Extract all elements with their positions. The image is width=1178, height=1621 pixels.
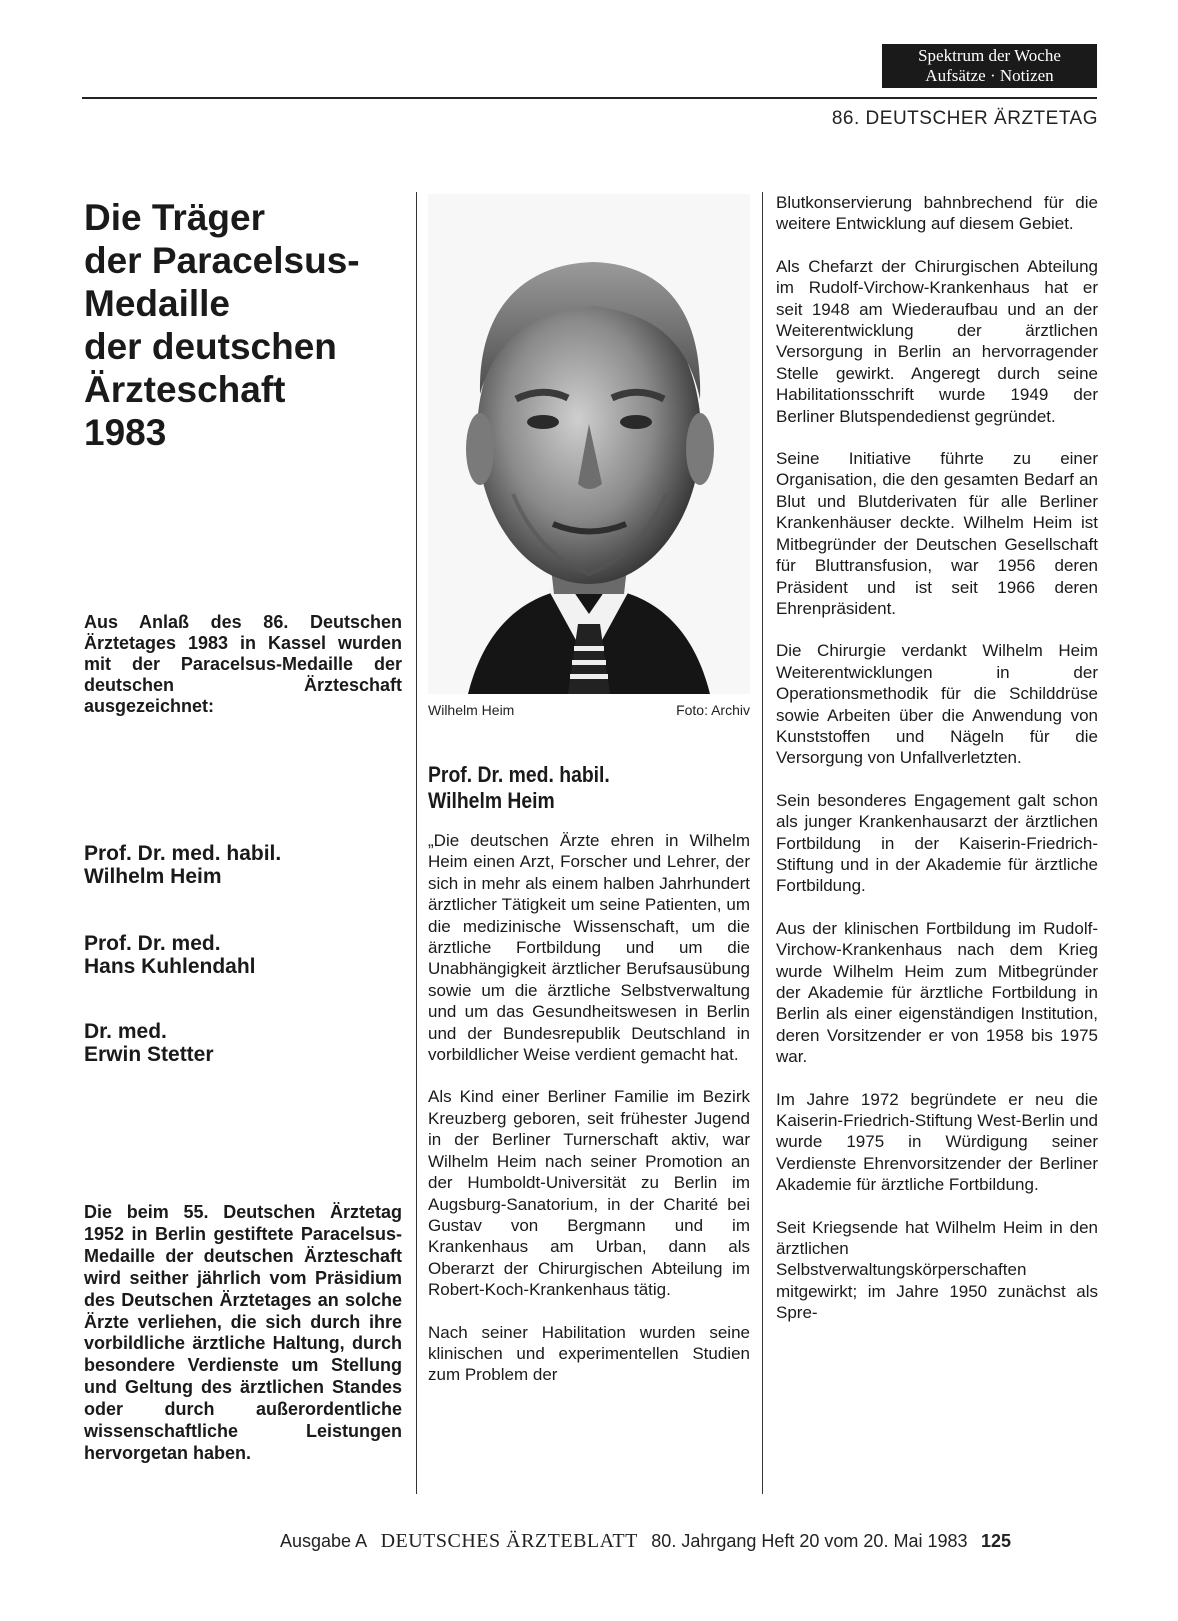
footer-journal: DEUTSCHES ÄRZTEBLATT bbox=[380, 1530, 638, 1552]
article-paragraph: Blutkonservierung bahnbrechend für die weitere Entwicklung auf diesem Gebiet. bbox=[776, 193, 1098, 234]
title-line: Ärzteschaft bbox=[84, 369, 286, 410]
article-paragraph: Sein besonderes Engagement galt schon als junger Krankenhausarzt der ärztlichen Fortbildung in der Kaiserin-Friedrich-Stiftung und in der Akademie für ärztliche Fortbildung. bbox=[776, 790, 1098, 896]
article-column-right bbox=[776, 192, 1098, 1345]
header-rule bbox=[82, 97, 1097, 99]
subhead-line: Wilhelm Heim bbox=[428, 788, 555, 813]
laureate-entry bbox=[84, 842, 404, 888]
title-line: der Paracelsus- bbox=[84, 240, 360, 281]
portrait-photo bbox=[428, 194, 750, 694]
article-paragraph: Als Chefarzt der Chirurgischen Abteilung im Rudolf-Virchow-Krankenhaus hat er seit 1948 am Wiederaufbau und an der Weiterentwicklung der ärztlichen Versorgung in Berlin an hervorragender Stelle gewirkt. Angeregt durch seine Habilitationsschrift wurde 1949 der Berliner Blutspendedienst gegründet. bbox=[776, 256, 1098, 426]
medal-description: Die beim 55. Deutschen Ärztetag 1952 in Berlin gestiftete Paracelsus-Medaille der deutschen Ärzteschaft wird seither jährlich vom Präsidium des Deutschen Ärztetages an solche Ärzte verliehen, die sich durch ihre vorbildliche ärztliche Haltung, durch besondere Verdienste um Stellung und Geltung des ärztlichen Standes oder durch außerordentliche wissenschaftliche Leistungen hervorgetan haben. bbox=[84, 1202, 402, 1463]
laureate-title: Prof. Dr. med. habil. bbox=[84, 842, 282, 865]
article-paragraph: Seit Kriegsende hat Wilhelm Heim in den ärztlichen Selbstverwaltungskörperschaften mitgewirkt; im Jahre 1950 zunächst als Spre- bbox=[776, 1217, 1098, 1323]
title-line: der deutschen bbox=[84, 326, 337, 367]
subhead-line: Prof. Dr. med. habil. bbox=[428, 762, 610, 787]
article-paragraph: Die Chirurgie verdankt Wilhelm Heim Weiterentwicklungen in der Operationsmethodik für die Schilddrüse sowie Arbeiten über die Anwendung von Kunststoffen und Nägeln für die Versorgung von Unfallverletzten. bbox=[776, 641, 1098, 768]
header-box-line-1: Spektrum der Woche bbox=[918, 46, 1061, 65]
title-line: Die Träger bbox=[84, 197, 265, 238]
page-footer bbox=[280, 1530, 1100, 1553]
laureate-entry bbox=[84, 932, 404, 978]
intro-text: Aus Anlaß des 86. Deutschen Ärztetages 1983 in Kassel wurden mit der Paracelsus-Medaille der deutschen Ärzteschaft ausgezeichnet: bbox=[84, 612, 402, 716]
footer-edition: Ausgabe A bbox=[280, 1531, 368, 1551]
photo-caption-name: Wilhelm Heim bbox=[428, 702, 515, 718]
article-paragraph: Seine Initiative führte zu einer Organisation, die den gesamten Bedarf an Blut und Blutderivaten für alle Berliner Krankenhäuser deckte. Wilhelm Heim ist Mitbegründer der Deutschen Gesellschaft für Bluttransfusion, war 1956 deren Präsident und ist seit 1966 deren Ehrenpräsident. bbox=[776, 449, 1098, 618]
article-paragraph: „Die deutschen Ärzte ehren in Wilhelm Heim einen Arzt, Forscher und Lehrer, der sich in mehr als einem halben Jahrhundert ärztlicher Tätigkeit um seine Patienten, um die medizinische Wissenschaft, um die ärztliche Fortbildung und um die Unabhängigkeit ärztlicher Berufsausübung sowie um die ärztliche Selbstverwaltung und um das Gesundheitswesen in Berlin und der Bundesrepublik Deutschland in vorbildlicher Weise verdient gemacht hat. bbox=[428, 831, 750, 1065]
portrait-illustration bbox=[428, 194, 750, 694]
laureate-name: Wilhelm Heim bbox=[84, 865, 222, 888]
article-paragraph: Nach seiner Habilitation wurden seine klinischen und experimentellen Studien zum Problem der bbox=[428, 1322, 750, 1385]
title-line: Medaille bbox=[84, 283, 230, 324]
header-box-line-2: Aufsätze · Notizen bbox=[925, 66, 1054, 85]
photo-credit: Foto: Archiv bbox=[676, 702, 750, 718]
article-paragraph: Aus der klinischen Fortbildung im Rudolf-Virchow-Krankenhaus nach dem Krieg wurde Wilhelm Heim zum Mitbegründer der Akademie für ärztliche Fortbildung in Berlin als einer eigenständigen Institution, deren Vorsitzender er von 1958 bis 1975 war. bbox=[776, 918, 1098, 1067]
section-label: 86. DEUTSCHER ÄRZTETAG bbox=[831, 108, 1098, 129]
article-subhead bbox=[428, 762, 710, 814]
laureate-title: Dr. med. bbox=[84, 1020, 167, 1043]
laureate-title: Prof. Dr. med. bbox=[84, 932, 221, 955]
section-header-box bbox=[882, 44, 1097, 88]
column-divider bbox=[416, 192, 417, 1494]
footer-issue: 80. Jahrgang Heft 20 vom 20. Mai 1983 bbox=[651, 1531, 968, 1551]
laureate-entry bbox=[84, 1020, 404, 1066]
article-paragraph: Im Jahre 1972 begründete er neu die Kaiserin-Friedrich-Stiftung West-Berlin und wurde 1975 in Würdigung seiner Verdienste Ehrenvorsitzender der Berliner Akademie für ärztliche Fortbildung. bbox=[776, 1089, 1098, 1195]
title-line: 1983 bbox=[84, 412, 167, 453]
article-column-middle bbox=[428, 830, 750, 1407]
main-title bbox=[84, 196, 404, 454]
column-divider bbox=[762, 192, 763, 1494]
article-paragraph: Als Kind einer Berliner Familie im Bezirk Kreuzberg geboren, seit frühester Jugend in der Berliner Turnerschaft aktiv, war Wilhelm Heim nach seiner Promotion an der Humboldt-Universität zu Berlin im Augsburg-Sanatorium, in der Charité bei Gustav von Bergmann und im Krankenhaus am Urban, dann als Oberarzt der Chirurgischen Abteilung im Robert-Koch-Krankenhaus tätig. bbox=[428, 1087, 750, 1300]
laureate-name: Hans Kuhlendahl bbox=[84, 955, 256, 978]
page-number: 125 bbox=[981, 1531, 1012, 1551]
laureate-name: Erwin Stetter bbox=[84, 1043, 214, 1066]
